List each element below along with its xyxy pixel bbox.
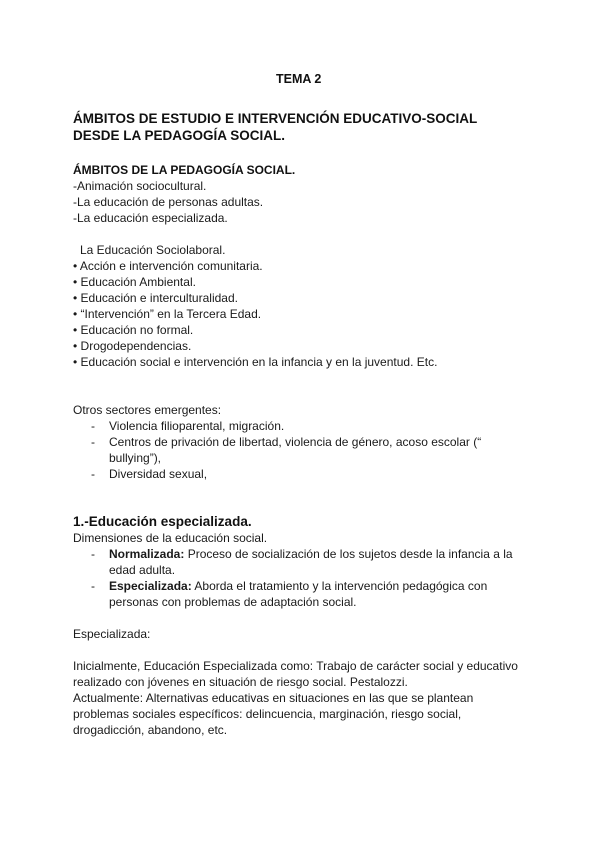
normalizada-dash: -: [91, 547, 95, 561]
emergentes-dash: -: [91, 435, 95, 449]
normalizada-continuation: edad adulta.: [109, 563, 176, 577]
topic-number: TEMA 2: [276, 72, 322, 86]
dimensiones-text: Dimensiones de la educación social.: [73, 531, 268, 545]
paragraph-line: Actualmente: Alternativas educativas en situaciones en las que se plantean: [73, 691, 474, 705]
paragraph-line: realizado con jóvenes en situación de riesgo social. Pestalozzi.: [73, 675, 408, 689]
sociolaboral-bullet: • Educación e interculturalidad.: [73, 291, 238, 305]
sociolaboral-bullet: • Educación no formal.: [73, 323, 194, 337]
sociolaboral-bullet: • Educación social e intervención en la infancia y en la juventud. Etc.: [73, 355, 438, 369]
emergentes-item-continuation: bullying”),: [109, 451, 162, 465]
section-heading: 1.-Educación especializada.: [73, 514, 252, 529]
especializada-line: [109, 578, 487, 594]
especializada-label: Especializada:: [109, 579, 192, 593]
sociolaboral-bullet: • Drogodependencias.: [73, 339, 192, 353]
especializada-text: Aborda el tratamiento y la intervención pedagógica con: [191, 579, 488, 593]
ambitos-item: -La educación de personas adultas.: [73, 195, 264, 209]
paragraph-line: drogadicción, abandono, etc.: [73, 723, 228, 737]
normalizada-text: Proceso de socialización de los sujetos desde la infancia a la: [184, 547, 513, 561]
normalizada-line: [109, 546, 513, 562]
emergentes-item: Violencia filioparental, migración.: [109, 419, 285, 433]
paragraph-line: problemas sociales específicos: delincuencia, marginación, riesgo social,: [73, 707, 462, 721]
emergentes-item: Centros de privación de libertad, violencia de género, acoso escolar (“: [109, 435, 482, 449]
especializada-dash: -: [91, 579, 95, 593]
emergentes-dash: -: [91, 419, 95, 433]
emergentes-dash: -: [91, 467, 95, 481]
ambitos-item: -La educación especializada.: [73, 211, 228, 225]
paragraph-line: Inicialmente, Educación Especializada como: Trabajo de carácter social y educativo: [73, 659, 518, 673]
ambitos-heading: ÁMBITOS DE LA PEDAGOGÍA SOCIAL.: [73, 163, 296, 177]
normalizada-label: Normalizada:: [109, 547, 185, 561]
sociolaboral-bullet: • Educación Ambiental.: [73, 275, 196, 289]
especializada-subheading: Especializada:: [73, 627, 151, 641]
main-title-line-1: ÁMBITOS DE ESTUDIO E INTERVENCIÓN EDUCATIVO-SOCIAL: [73, 111, 478, 126]
sociolaboral-bullet: • Acción e intervención comunitaria.: [73, 259, 263, 273]
main-title-line-2: DESDE LA PEDAGOGÍA SOCIAL.: [73, 128, 286, 143]
ambitos-item: -Animación sociocultural.: [73, 179, 207, 193]
emergentes-item: Diversidad sexual,: [109, 467, 208, 481]
sociolaboral-bullet: • “Intervención” en la Tercera Edad.: [73, 307, 262, 321]
especializada-continuation: personas con problemas de adaptación social.: [109, 595, 357, 609]
sociolaboral-intro: La Educación Sociolaboral.: [80, 243, 226, 257]
emergentes-intro: Otros sectores emergentes:: [73, 403, 222, 417]
